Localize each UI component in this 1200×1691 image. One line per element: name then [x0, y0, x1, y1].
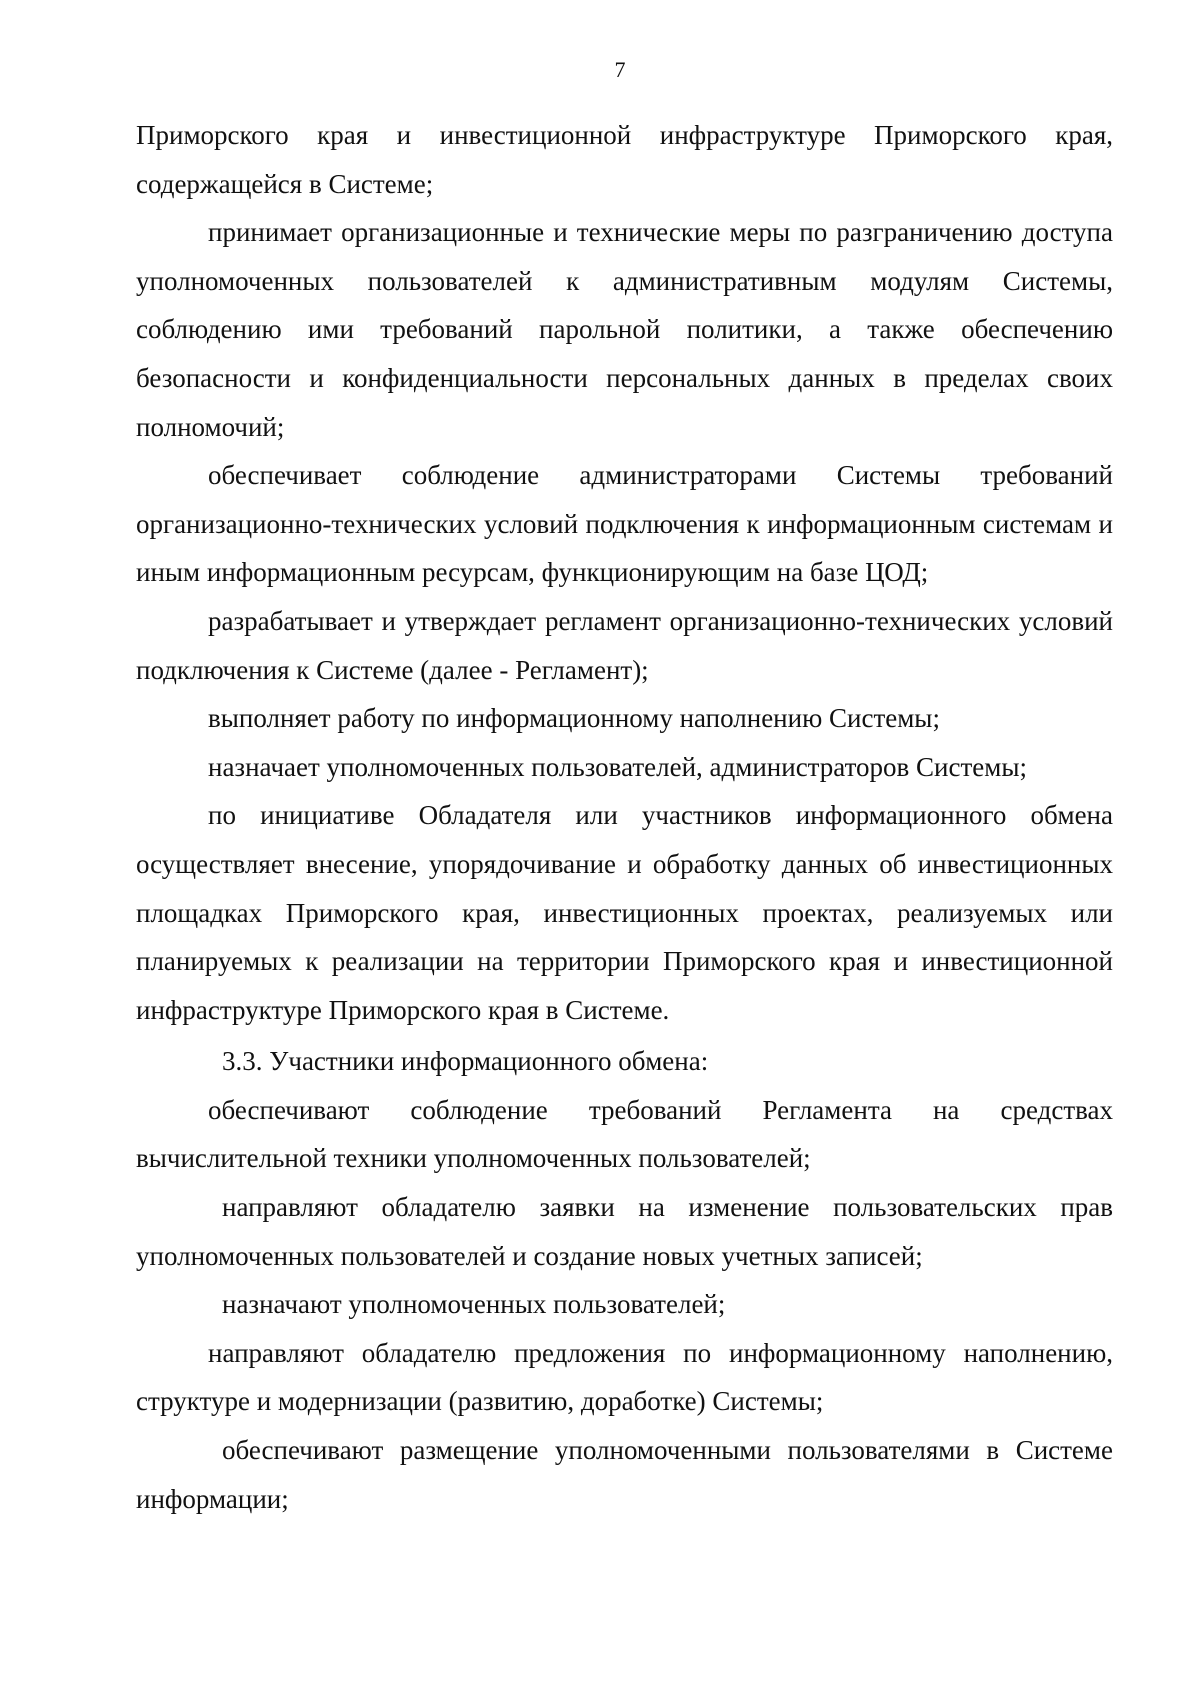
paragraph-appoint-users: назначает уполномоченных пользователей, администраторов Системы; — [208, 751, 1027, 782]
section-heading-3-3: 3.3. Участники информационного обмена: — [222, 1046, 709, 1077]
paragraph-information-placement: обеспечивают размещение уполномоченными пользователями в Системе информации; — [136, 1435, 1113, 1514]
paragraph-regulation: разрабатывает и утверждает регламент организационно-технических условий подключения к Системе (далее - Регламент); — [136, 605, 1113, 685]
paragraph-continuation: Приморского края и инвестиционной инфраструктуре Приморского края, содержащейся в Системе; — [136, 120, 1113, 199]
paragraph-content-filling: выполняет работу по информационному наполнению Системы; — [208, 703, 940, 734]
paragraph-access-measures: принимает организационные и технические меры по разграничению доступа уполномоченных пользователей к административным модулям Системы, соблюдению ими требований парольной политики, а также обеспечению безопасности и конфиденциальности персональных данных в пределах своих полномочий; — [136, 217, 1113, 442]
page-number: 7 — [614, 57, 626, 82]
paragraph-participants-compliance: обеспечивают соблюдение требований Регламента на средствах вычислительной техники уполномоченных пользователей; — [136, 1094, 1113, 1174]
paragraph-proposals: направляют обладателю предложения по информационному наполнению, структуре и модернизации (развитию, доработке) Системы; — [136, 1337, 1113, 1417]
document-body — [136, 111, 1113, 1523]
paragraph-data-processing: по инициативе Обладателя или участников информационного обмена осуществляет внесение, упорядочивание и обработку данных об инвестиционных площадках Приморского края, инвестиционных проектах, реализуемых или планируемых к реализации на территории Приморского края и инвестиционной инфраструктуре Приморского края в Системе. — [136, 800, 1113, 1025]
paragraph-rights-requests: направляют обладателю заявки на изменение пользовательских прав уполномоченных пользователей и создание новых учетных записей; — [136, 1192, 1113, 1271]
paragraph-admin-compliance: обеспечивает соблюдение администраторами Системы требований организационно-технических условий подключения к информационным системам и иным информационным ресурсам, функционирующим на базе ЦОД; — [136, 460, 1113, 588]
paragraph-participants-appoint: назначают уполномоченных пользователей; — [222, 1289, 726, 1320]
